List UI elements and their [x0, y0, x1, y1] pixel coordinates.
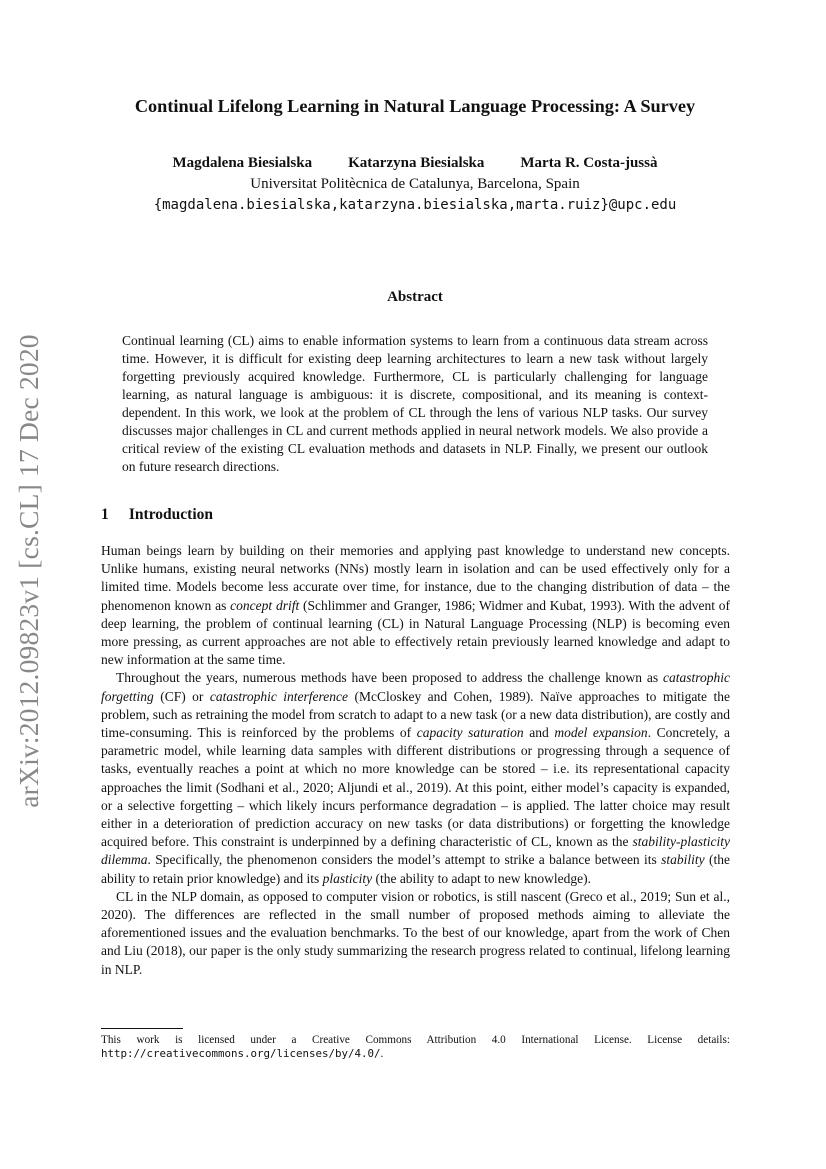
paragraph: Throughout the years, numerous methods have been proposed to address the challenge known as catastrophic forgetting (CF) or catastrophic interference (McCloskey and Cohen, 1989). Naïve approaches to mitigate the problem, such as retraining the model from scratch to adapt to a new task (or a new data distribution), are costly and time-consuming. This is reinforced by the problems of capacity saturation and model expansion. Concretely, a parametric model, while learning data samples with different distributions or progressing through a sequence of tasks, eventually reaches a point at which no more knowledge can be stored – i.e. its representational capacity approaches the limit (Sodhani et al., 2020; Aljundi et al., 2019). At this point, either model’s capacity is expanded, or a selective forgetting – which likely incurs performance degradation – is applied. The latter choice may result either in a deterioration of prediction accuracy on new tasks (or data distributions) or forgetting the knowledge acquired before. This constraint is underpinned by a defining characteristic of CL, known as the stability-plasticity dilemma. Specifically, the phenomenon considers the model’s attempt to strike a balance between its stability (the ability to retain prior knowledge) and its plasticity (the ability to adapt to new knowledge).	[101, 670, 731, 886]
author-list	[95, 155, 735, 172]
emphasis: plasticity	[322, 870, 373, 886]
section-title: Introduction	[128, 506, 213, 523]
emphasis: catastrophic interference	[209, 688, 349, 704]
emphasis: stability-plasticity dilemma	[101, 834, 730, 868]
emphasis: catastrophic forgetting	[101, 670, 730, 704]
emphasis: capacity saturation	[416, 725, 524, 741]
affiliation: Universitat Politècnica de Catalunya, Barcelona, Spain	[250, 176, 580, 192]
footnote-rule	[101, 1028, 183, 1029]
body-text	[101, 542, 730, 979]
author-name: Marta R. Costa-jussà	[520, 155, 658, 171]
paragraph: CL in the NLP domain, as opposed to computer vision or robotics, is still nascent (Greco et al., 2019; Sun et al., 2020). The differences are reflected in the small number of proposed methods aiming to alleviate the aforementioned issues and the evaluation benchmarks. To the best of our knowledge, apart from the work of Chen and Liu (2018), our paper is the only study summarizing the research progress related to continual, lifelong learning in NLP.	[101, 888, 730, 977]
paper-title: Continual Lifelong Learning in Natural Language Processing: A Survey	[134, 96, 696, 116]
license-url[interactable]: http://creativecommons.org/licenses/by/4.0/	[101, 1047, 381, 1060]
emphasis: concept drift	[230, 597, 300, 613]
arxiv-identifier	[14, 333, 44, 808]
abstract-heading: Abstract	[387, 289, 443, 305]
author-name: Katarzyna Biesialska	[348, 155, 485, 171]
abstract-text: Continual learning (CL) aims to enable information systems to learn from a continuous data stream across time. However, it is difficult for existing deep learning architectures to learn a new task without largely forgetting previously acquired knowledge. Furthermore, CL is particularly challenging for language learning, as natural language is ambiguous: it is discrete, compositional, and its meaning is context-dependent. In this work, we look at the problem of CL through the lens of various NLP tasks. Our survey discusses major challenges in CL and current methods applied in neural network models. We also provide a critical review of the existing CL evaluation methods and datasets in NLP. Finally, we present our outlook on future research directions.	[122, 333, 708, 474]
emphasis: model expansion	[554, 725, 648, 741]
emphasis: stability	[661, 852, 705, 868]
footnote: This work is licensed under a Creative Commons Attribution 4.0 International License. License details: http://creativecommons.org/licenses/by/4.0/.	[101, 1034, 730, 1060]
section-number: 1	[101, 506, 109, 523]
paragraph: Human beings learn by building on their memories and applying past knowledge to understand new concepts. Unlike humans, existing neural networks (NNs) mostly learn in isolation and can be used effectively only for a limited time. Models become less accurate over time, for instance, due to the changing distribution of data – the phenomenon known as concept drift (Schlimmer and Granger, 1986; Widmer and Kubat, 1993). With the advent of deep learning, the problem of continual learning (CL) in Natural Language Processing (NLP) is becoming even more pressing, as current approaches are not able to effectively retain previously learned knowledge and adapt to new information at the same time.	[101, 543, 731, 668]
arxiv-id-text: arXiv:2012.09823v1 [cs.CL] 17 Dec 2020	[13, 333, 44, 808]
section-heading	[101, 506, 213, 524]
author-name: Magdalena Biesialska	[172, 155, 313, 171]
author-emails: {magdalena.biesialska,katarzyna.biesialska,marta.ruiz}@upc.edu	[153, 197, 677, 213]
